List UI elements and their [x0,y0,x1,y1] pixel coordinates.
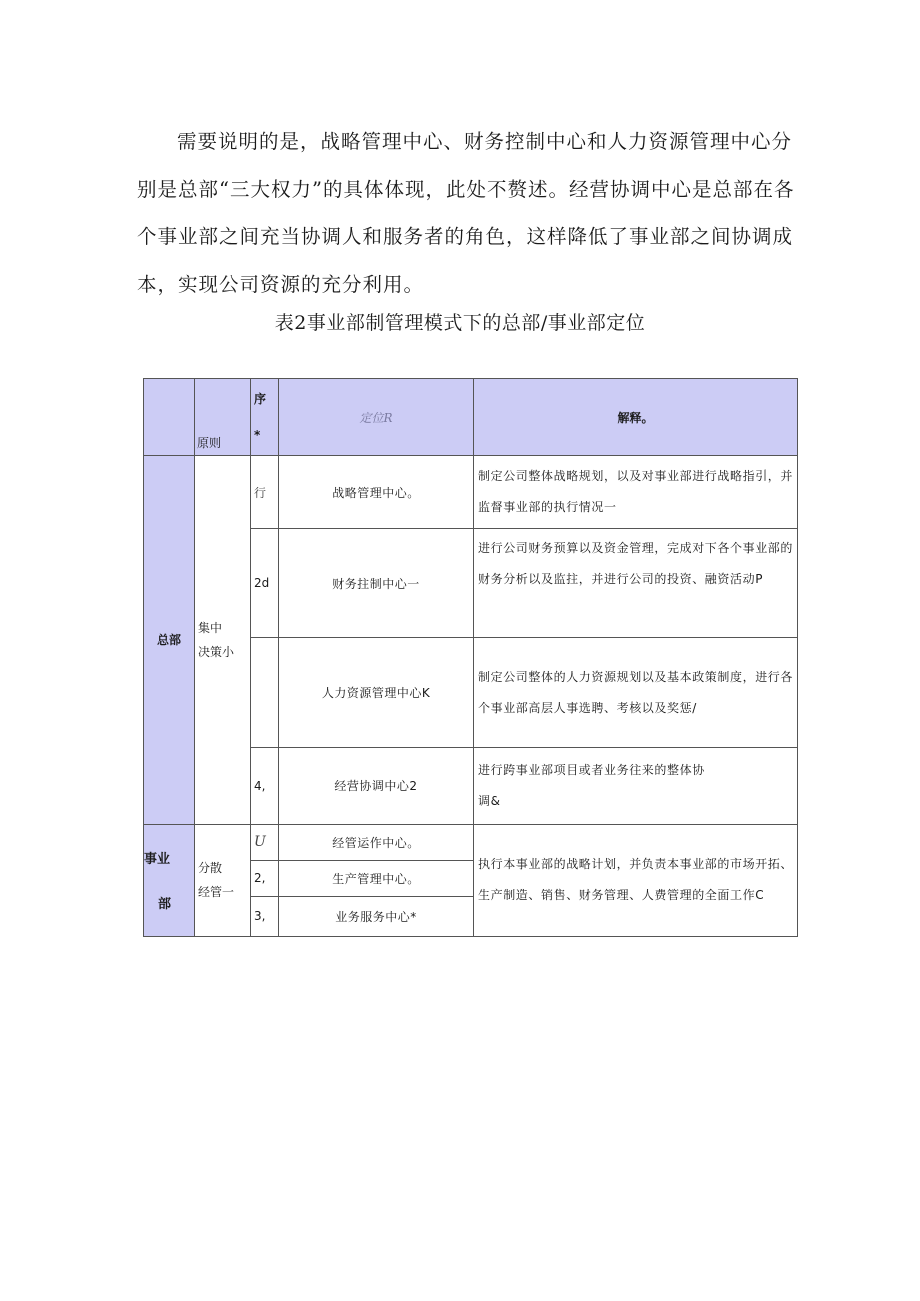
header-explanation: 解释。 [474,379,798,456]
position-cell: 业务服务中心* [279,896,474,936]
seq-cell: U [251,824,279,860]
seq-cell [251,638,279,747]
explanation-cell: 制定公司整体的人力资源规划以及基本政策制度，进行各个事业部高层人事选聘、考核以及奖惩/ [474,638,798,747]
position-cell: 生产管理中心。 [279,860,474,896]
position-cell: 财务拄制中心一 [279,529,474,638]
bu-explanation-cell: 执行本事业部的战略计划，并负责本事业部的市场开拓、生产制造、销售、财务管理、人费管理的全面工作C [474,824,798,936]
header-seq [251,379,279,456]
header-principle: 原则 [195,379,251,456]
seq-cell: 4, [251,747,279,824]
position-cell: 经营协调中心2 [279,747,474,824]
header-position: 定位R [279,379,474,456]
body-paragraph [137,118,807,308]
bu-principle [195,824,251,936]
seq-cell: 行 [251,456,279,529]
table-row [144,824,798,860]
explanation-text: 进行跨事业部项目或者业务往来的整体协 调& [478,762,705,808]
header-seq-text: 序 * [254,392,267,443]
seq-cell: 2, [251,860,279,896]
position-cell: 人力资源管理中心K [279,638,474,747]
explanation-cell: 制定公司整体战略规划，以及对事业部进行战略指引，并监督事业部的执行情况一 [474,456,798,529]
table-row [144,456,798,529]
positioning-table [143,378,798,937]
bu-label-top: 事业 [144,852,171,868]
bu-label [144,824,195,936]
header-blank-cell [144,379,195,456]
hq-principle [195,456,251,825]
table-caption: 表2事业部制管理模式下的总部/事业部定位 [274,312,646,334]
bu-label-bottom: 部 [158,897,172,913]
position-cell: 战略管理中心。 [279,456,474,529]
seq-cell: 3, [251,896,279,936]
table-header-row [144,379,798,456]
explanation-cell [474,747,798,824]
paragraph-text: 需要说明的是，战略管理中心、财务控制中心和人力资源管理中心分别是总部“三大权力”的具体体现，此处不赘述。经营协调中心是总部在各个事业部之间充当协调人和服务者的角色，这样降低了事业部之间协调成本，实现公司资源的充分利用。 [137,130,795,296]
bu-principle-text: 分散 经管一 [198,861,235,900]
hq-principle-text: 集中 决策小 [198,620,235,659]
seq-cell: 2d [251,529,279,638]
position-cell: 经管运作中心。 [279,824,474,860]
hq-label: 总部 [144,456,195,825]
explanation-cell: 进行公司财务预算以及资金管理，完成对下各个事业部的财务分析以及监拄，并进行公司的投资、融资活动P [474,529,798,638]
